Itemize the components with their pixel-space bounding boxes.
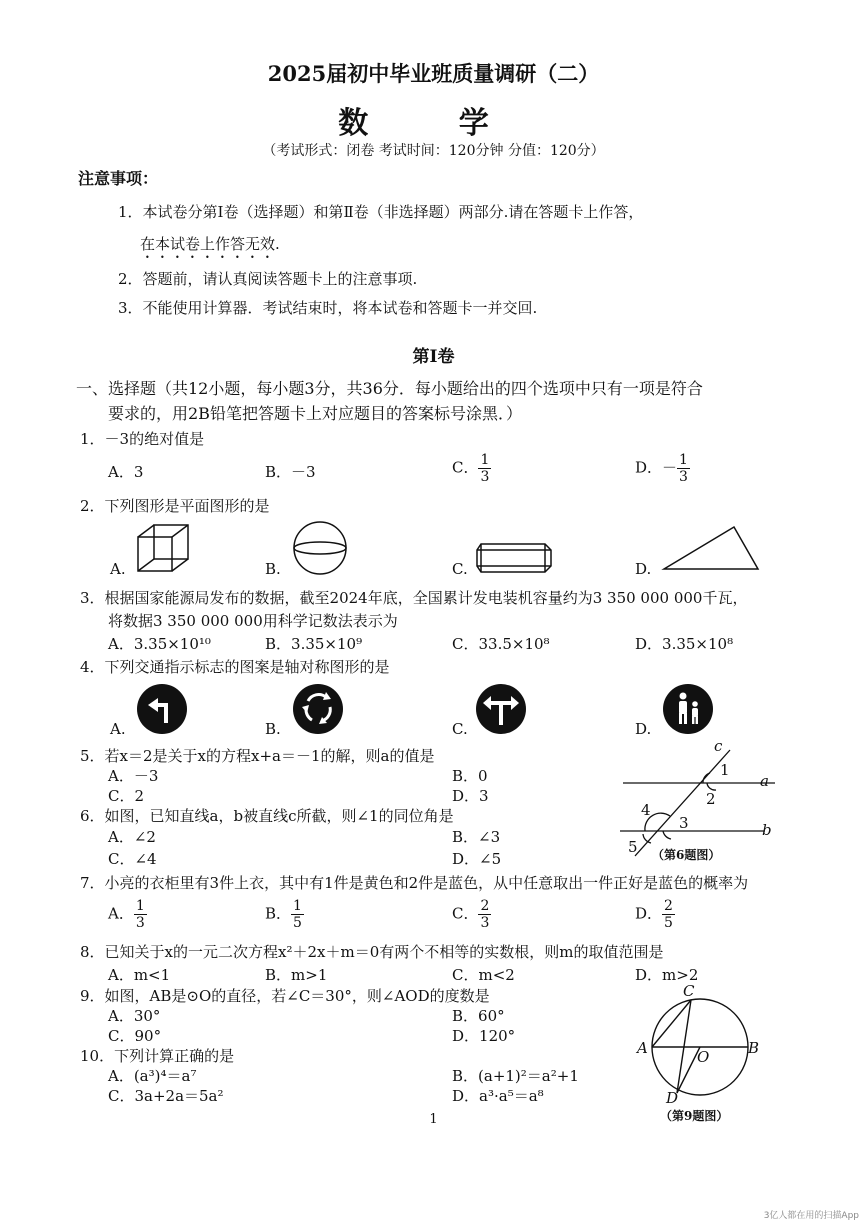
q9-stem: 9．如图，AB是⊙O的直径，若∠C＝30°，则∠AOD的度数是 [80,987,490,1005]
q8-option-b: B．m>1 [265,966,328,984]
q4-option-c: C. [452,720,468,738]
q1-option-d [635,452,690,485]
q1-option-b: B．－3 [265,463,316,481]
note-item-3: 3．不能使用计算器．考试结束时，将本试卷和答题卡一并交回. [118,299,538,317]
q3-stem: 3．根据国家能源局发布的数据，截至2024年底，全国累计发电装机容量约为3 350 000 000千瓦， [80,589,748,607]
q7-stem: 7．小亮的衣柜里有3件上衣，其中有1件是黄色和2件是蓝色，从中任意取出一件正好是蓝色的概率为 [80,874,749,892]
q9-option-c: C．90° [108,1027,162,1045]
fig9-label-o: O [697,1048,710,1066]
fig9-label-b: B [748,1039,760,1057]
q7-a-label: A． [108,904,134,923]
q6-option-a: A．∠2 [108,828,156,846]
q7-d-fraction [662,898,675,931]
q1-option-d-fraction [677,452,690,485]
section-line-1: 一、选择题（共12小题，每小题3分，共36分．每小题给出的四个选项中只有一项是符合 [76,379,703,398]
left-right-sign-icon [475,683,527,735]
cube-figure [136,523,192,573]
q8-option-d: D．m>2 [635,966,699,984]
q3-option-c: C．33.5×10⁸ [452,635,550,653]
q7-option-b [265,898,304,931]
q7-b-fraction [291,898,304,931]
q9-option-d: D．120° [452,1027,516,1045]
q2-option-b: B. [265,560,281,578]
q10-option-c: C．3a+2a＝5a² [108,1087,224,1105]
roundabout-sign-icon [292,683,344,735]
q1-d-denominator: 3 [679,469,688,486]
exam-title: 2025届初中毕业班质量调研（二） [267,61,600,86]
q10-stem: 10．下列计算正确的是 [80,1047,235,1065]
q7-option-d [635,898,675,931]
pedestrian-sign-icon [662,683,714,735]
q8-stem: 8．已知关于x的一元二次方程x²＋2x＋m＝0有两个不相等的实数根，则m的取值范围是 [80,943,664,961]
subject-title: 数 学 [338,106,529,141]
q7-option-a [108,898,147,931]
q7-a-numerator: 1 [135,898,145,914]
q10-option-d: D．a³·a⁵＝a⁸ [452,1087,544,1105]
fig6-label-1: 1 [720,761,730,779]
note-item-2: 2．答题前，请认真阅读答题卡上的注意事项. [118,270,418,288]
q2-option-c: C. [452,560,468,578]
q9-option-a: A．30° [108,1007,161,1025]
left-turn-sign-icon [136,683,188,735]
fig6-label-4: 4 [641,801,651,819]
fig6-label-2: 2 [706,790,716,808]
q7-b-label: B． [265,904,292,923]
fig6-label-5: 5 [628,838,638,856]
q7-option-c [452,898,491,931]
q4-option-d: D. [635,720,652,738]
q3-option-d: D．3.35×10⁸ [635,635,734,653]
q6-option-b: B．∠3 [452,828,501,846]
fig6-label-b: b [762,821,772,839]
q9-option-b: B．60° [452,1007,505,1025]
q7-c-denominator: 3 [480,915,490,932]
q10-option-a: A．(a³)⁴＝a⁷ [108,1067,197,1085]
q4-option-a: A. [110,720,126,738]
q1-stem: 1．－3的绝对值是 [80,430,205,448]
q1-c-numerator: 1 [480,452,490,468]
q7-b-numerator: 1 [293,898,302,914]
note-item-1-cont: 在本试卷上作答无效. [140,235,280,253]
q7-a-fraction [134,898,147,931]
page-number: 1 [429,1112,438,1127]
q1-option-c-fraction [478,452,491,485]
q7-c-fraction [478,898,491,931]
q7-c-label: C． [452,904,479,923]
fig9-label-d: D [666,1089,679,1107]
notes-heading: 注意事项： [78,169,159,188]
q6-stem: 6．如图，已知直线a，b被直线c所截，则∠1的同位角是 [80,807,454,825]
fig6-label-c: c [714,737,723,755]
note-item-1: 1．本试卷分第Ⅰ卷（选择题）和第Ⅱ卷（非选择题）两部分.请在答题卡上作答， [118,203,644,221]
exam-info: （考试形式：闭卷 考试时间：120分钟 分值：120分） [262,143,605,159]
q1-option-c-label: C． [452,458,479,477]
q5-option-d: D．3 [452,787,489,805]
q5-option-c: C．2 [108,787,145,805]
q7-d-denominator: 5 [664,915,673,932]
volume-title: 第Ⅰ卷 [412,347,455,367]
prism-figure [475,540,555,574]
q3-stem-cont: 将数据3 350 000 000用科学记数法表示为 [108,612,398,630]
q2-option-a: A. [110,560,126,578]
q1-option-c [452,452,491,485]
q4-stem: 4．下列交通指示标志的图案是轴对称图形的是 [80,658,390,676]
fig6-label-3: 3 [679,814,689,832]
triangle-figure [662,525,762,573]
q8-option-a: A．m<1 [108,966,171,984]
q8-option-c: C．m<2 [452,966,515,984]
fig6-label-a: a [760,772,769,790]
q2-stem: 2．下列图形是平面图形的是 [80,497,270,515]
sphere-figure [292,520,348,576]
q1-c-denominator: 3 [480,469,490,486]
fig9-label-c: C [683,982,695,1000]
q6-option-d: D．∠5 [452,850,502,868]
scanner-watermark: 3亿人都在用的扫描App [763,1211,859,1221]
q5-option-b: B．0 [452,767,488,785]
q2-option-d: D. [635,560,652,578]
q6-option-c: C．∠4 [108,850,157,868]
q10-option-b: B．(a+1)²＝a²+1 [452,1067,579,1085]
fig9-caption: （第9题图） [660,1109,729,1123]
q7-d-numerator: 2 [664,898,673,914]
q5-stem: 5．若x＝2是关于x的方程x+a＝－1的解，则a的值是 [80,747,435,765]
fig6-caption: （第6题图） [652,848,721,862]
section-line-2: 要求的，用2B铅笔把答题卡上对应题目的答案标号涂黑．） [108,404,522,423]
q1-d-numerator: 1 [679,452,688,468]
q7-b-denominator: 5 [293,915,302,932]
q4-option-b: B. [265,720,281,738]
q1-option-d-label: D．－ [635,458,678,477]
fig9-label-a: A [637,1039,648,1057]
q7-c-numerator: 2 [480,898,490,914]
q7-d-label: D． [635,904,663,923]
q3-option-b: B．3.35×10⁹ [265,635,363,653]
q7-a-denominator: 3 [135,915,145,932]
q1-option-a: A．3 [108,463,144,481]
q5-option-a: A．－3 [108,767,159,785]
q3-option-a: A．3.35×10¹⁰ [108,635,211,653]
